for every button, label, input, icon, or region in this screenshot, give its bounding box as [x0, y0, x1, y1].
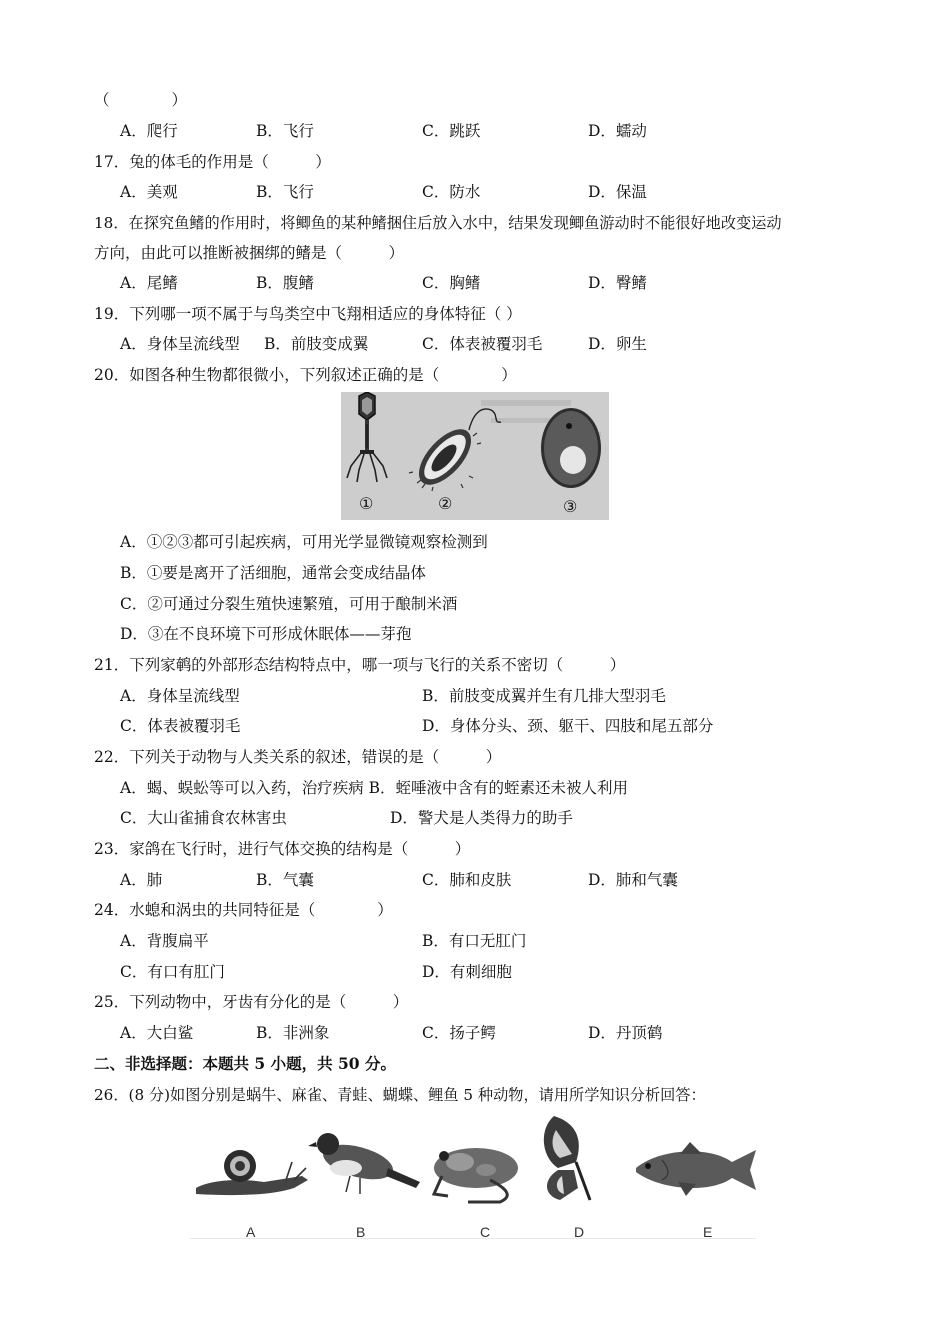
- carp-illustration: [636, 1142, 756, 1196]
- q22-option-ab[interactable]: A．蝎、蜈蚣等可以入药，治疗疾病 B．蛭唾液中含有的蛭素还未被人利用: [120, 779, 629, 797]
- q24-option-d[interactable]: D．有刺细胞: [422, 963, 512, 981]
- q18-option-d[interactable]: D．臀鳍: [588, 274, 647, 292]
- q17-option-a[interactable]: A．美观: [120, 183, 178, 201]
- animal-label-e: E: [703, 1224, 713, 1240]
- q19-option-a[interactable]: A．身体呈流线型: [120, 335, 240, 353]
- q20-option-c[interactable]: C．②可通过分裂生殖快速繁殖，可用于酿制米酒: [120, 595, 458, 613]
- q18-stem-line2: 方向，由此可以推断被捆绑的鳍是（ ）: [94, 244, 405, 262]
- q20-option-a[interactable]: A．①②③都可引起疾病，可用光学显微镜观察检测到: [120, 533, 488, 551]
- q16-option-d[interactable]: D．蠕动: [588, 122, 647, 140]
- microorganism-figure: [341, 392, 609, 520]
- fig-label-1: ①: [359, 494, 374, 513]
- q23-option-b[interactable]: B．气囊: [256, 871, 314, 889]
- q21-option-a[interactable]: A．身体呈流线型: [120, 687, 240, 705]
- q21-stem: 21．下列家鹌的外部形态结构特点中，哪一项与飞行的关系不密切（ ）: [94, 656, 626, 674]
- frog-illustration: [434, 1148, 518, 1202]
- q17-option-c[interactable]: C．防水: [422, 183, 481, 201]
- q25-stem: 25．下列动物中，牙齿有分化的是（ ）: [94, 993, 409, 1011]
- butterfly-illustration: [544, 1116, 590, 1200]
- q18-option-a[interactable]: A．尾鳍: [120, 274, 178, 292]
- q20-stem: 20．如图各种生物都很微小，下列叙述正确的是（ ）: [94, 366, 517, 384]
- q20-option-b[interactable]: B．①要是离开了活细胞，通常会变成结晶体: [120, 564, 426, 582]
- q16-option-c[interactable]: C．跳跃: [422, 122, 481, 140]
- q24-option-a[interactable]: A．背腹扁平: [120, 932, 209, 950]
- animals-figure: [190, 1110, 760, 1244]
- section-title: 二、非选择题：本题共 5 小题，共 50 分。: [94, 1054, 396, 1073]
- fig-label-2: ②: [438, 494, 453, 513]
- animal-label-a: A: [246, 1224, 256, 1240]
- q25-option-c[interactable]: C．扬子鳄: [422, 1024, 496, 1042]
- q23-option-c[interactable]: C．肺和皮肤: [422, 871, 512, 889]
- q26-stem: 26．(8 分)如图分别是蜗牛、麻雀、青蛙、蝴蝶、鲤鱼 5 种动物，请用所学知识分析回答：: [94, 1086, 706, 1104]
- q25-option-a[interactable]: A．大白鲨: [120, 1024, 194, 1042]
- q25-option-d[interactable]: D．丹顶鹤: [588, 1024, 663, 1042]
- q16-option-b[interactable]: B．飞行: [256, 122, 314, 140]
- animal-label-c: C: [480, 1224, 491, 1240]
- q24-stem: 24．水螅和涡虫的共同特征是（ ）: [94, 901, 393, 919]
- q19-stem: 19．下列哪一项不属于与鸟类空中飞翔相适应的身体特征（ ）: [94, 305, 522, 323]
- q21-option-c[interactable]: C．体表被覆羽毛: [120, 717, 241, 735]
- q19-option-c[interactable]: C．体表被覆羽毛: [422, 335, 543, 353]
- q24-option-b[interactable]: B．有口无肛门: [422, 932, 527, 950]
- q18-option-b[interactable]: B．腹鳍: [256, 274, 314, 292]
- q20-option-d[interactable]: D．③在不良环境下可形成休眠体——芽孢: [120, 625, 412, 643]
- q21-option-d[interactable]: D．身体分头、颈、躯干、四肢和尾五部分: [422, 717, 714, 735]
- q23-option-a[interactable]: A．肺: [120, 871, 163, 889]
- yeast-illustration: [541, 408, 601, 488]
- q24-option-c[interactable]: C．有口有肛门: [120, 963, 225, 981]
- q25-option-b[interactable]: B．非洲象: [256, 1024, 330, 1042]
- snail-illustration: [196, 1150, 308, 1195]
- q17-stem: 17．兔的体毛的作用是（ ）: [94, 153, 331, 171]
- q16-paren: （ ）: [94, 91, 188, 109]
- q17-option-d[interactable]: D．保温: [588, 183, 647, 201]
- q19-option-b[interactable]: B．前肢变成翼: [264, 335, 369, 353]
- q23-option-d[interactable]: D．肺和气囊: [588, 871, 678, 889]
- sparrow-illustration: [308, 1133, 420, 1194]
- fig-label-3: ③: [563, 497, 578, 516]
- q16-option-a[interactable]: A．爬行: [120, 122, 178, 140]
- q22-stem: 22．下列关于动物与人类关系的叙述，错误的是（ ）: [94, 748, 502, 766]
- microorganism-drawing: [341, 392, 609, 520]
- q23-stem: 23．家鸽在飞行时，进行气体交换的结构是（ ）: [94, 840, 471, 858]
- q19-option-d[interactable]: D．卵生: [588, 335, 647, 353]
- q21-option-b[interactable]: B．前肢变成翼并生有几排大型羽毛: [422, 687, 666, 705]
- q17-option-b[interactable]: B．飞行: [256, 183, 314, 201]
- q22-option-c[interactable]: C．大山雀捕食农林害虫: [120, 809, 287, 827]
- animal-label-d: D: [574, 1224, 585, 1240]
- q18-stem-line1: 18．在探究鱼鳍的作用时，将鲫鱼的某种鳍捆住后放入水中，结果发现鲫鱼游动时不能很好地改变运动: [94, 214, 782, 232]
- animals-drawing: [190, 1110, 760, 1244]
- q18-option-c[interactable]: C．胸鳍: [422, 274, 481, 292]
- q22-option-d[interactable]: D．警犬是人类得力的助手: [390, 809, 573, 827]
- animal-label-b: B: [356, 1224, 366, 1240]
